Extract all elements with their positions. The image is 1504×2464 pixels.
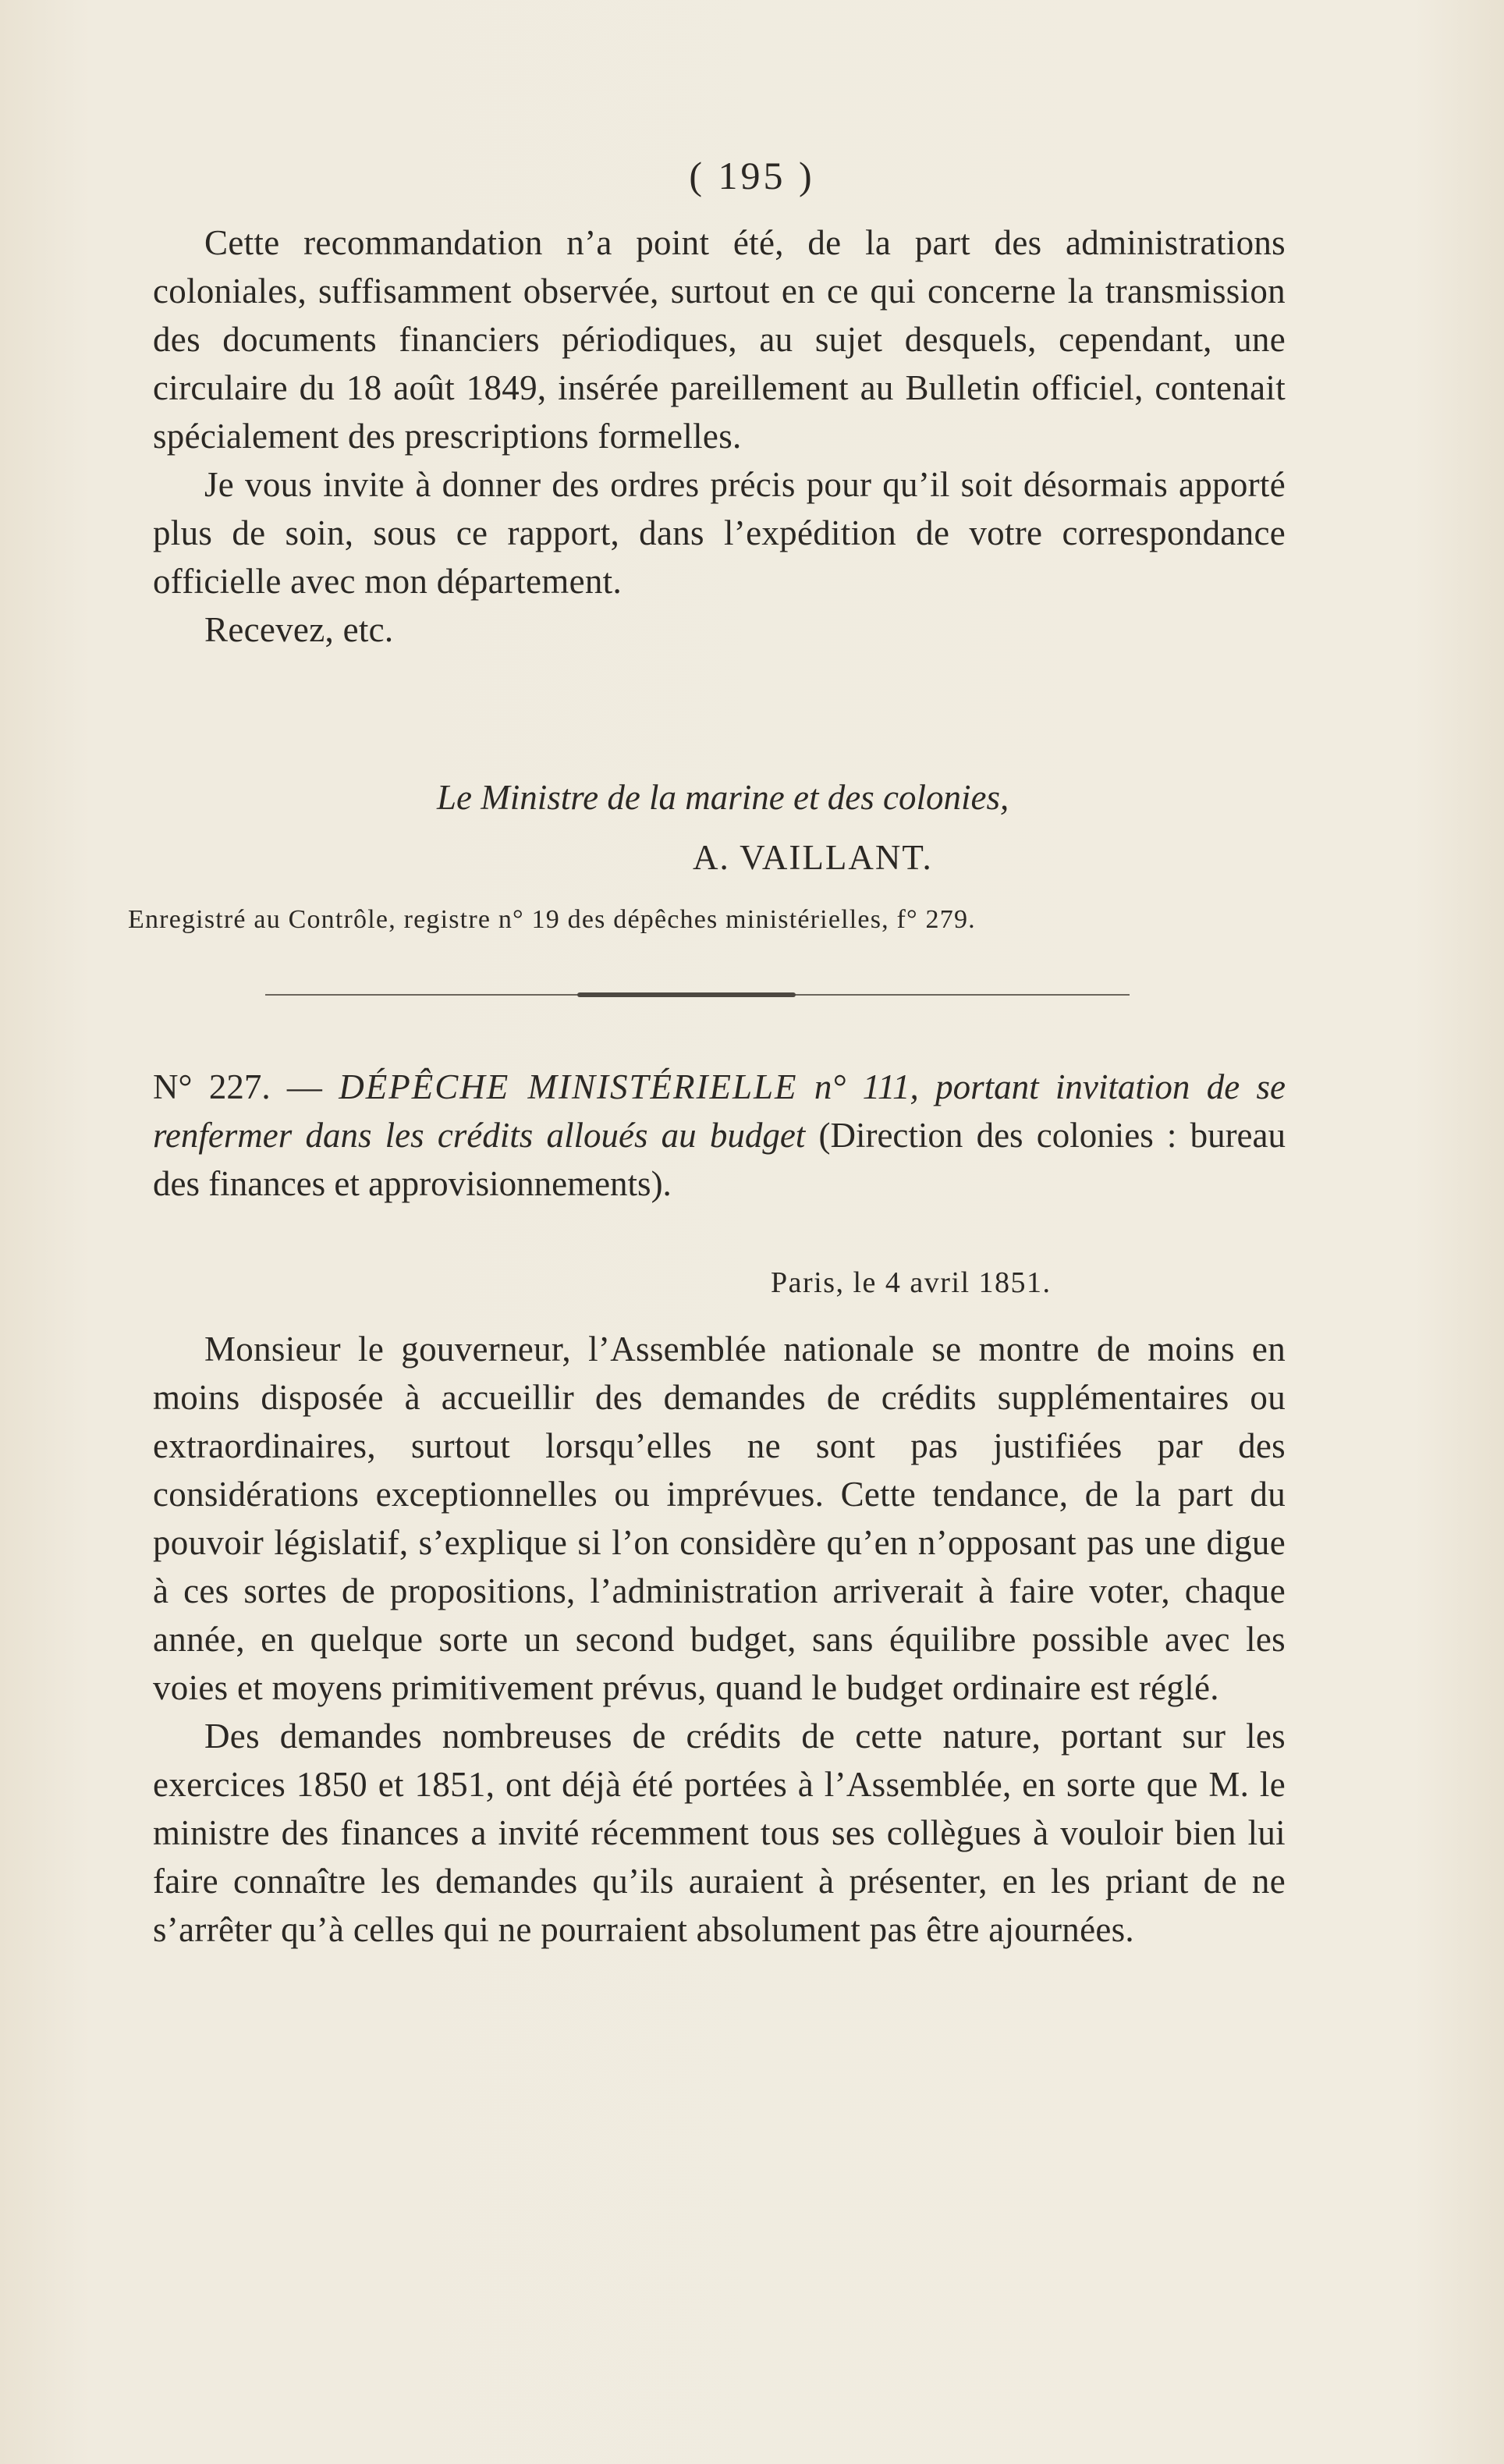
paragraph-assembly: Monsieur le gouverneur, l’Assemblée nationale se montre de moins en moins disposée à accueillir des demandes de crédits supplémentaires ou extraordinaires, surtout lorsqu’elles ne sont pas justifiées par des considérations exceptionnelles ou imprévues. Cette tendance, de la part du pouvoir législatif, s’explique si l’on considère qu’en n’opposant pas une digue à ces sortes de propositions, l’administration arriverait à faire voter, chaque année, en quelque sorte un second budget, sans équilibre possible avec les voies et moyens primitivement prévus, quand le budget ordinaire est réglé. (153, 1330, 1286, 1707)
section-divider-ornament (577, 992, 796, 997)
dispatch-subtitle: n° 111, portant invitation de se renfermer dans les crédits alloués au budget (153, 1067, 1286, 1155)
dateline: Paris, le 4 avril 1851. (771, 1266, 1052, 1299)
signature-name: A. VAILLANT. (693, 838, 933, 877)
paragraph-instruction: Je vous invite à donner des ordres précis pour qu’il soit désormais apporté plus de soin, sous ce rapport, dans l’expédition de votre correspondance officielle avec mon département. (153, 465, 1286, 601)
page-number: ( 195 ) (689, 154, 815, 197)
registry-note: Enregistré au Contrôle, registre n° 19 des dépêches ministérielles, f° 279. (128, 905, 976, 934)
paragraph-closing: Recevez, etc. (204, 610, 394, 649)
heading-block (153, 1063, 1286, 1208)
dispatch-direction: (Direction des colonies : bureau des finances et approvisionnements). (153, 1116, 1286, 1203)
signature-role: Le Ministre de la marine et des colonies, (437, 778, 1009, 817)
paragraph-credit-requests: Des demandes nombreuses de crédits de cette nature, portant sur les exercices 1850 et 1851, ont déjà été portées à l’Assemblée, en sorte que M. le ministre des finances a invité récemment tous ses collègues à vouloir bien lui faire connaître les demandes qu’ils auraient à présenter, en les priant de ne s’arrêter qu’à celles qui ne pourraient absolument pas être ajournées. (153, 1717, 1286, 1949)
paragraph-recommendation: Cette recommandation n’a point été, de la part des administrations coloniales, suffisamment observée, surtout en ce qui concerne la transmission des documents financiers périodiques, au sujet desquels, cependant, une circulaire du 18 août 1849, insérée pareillement au Bulletin officiel, contenait spécialement des prescriptions formelles. (153, 223, 1286, 456)
dispatch-number: N° 227. — (153, 1067, 322, 1106)
dispatch-title: DÉPÊCHE MINISTÉRIELLE (339, 1067, 798, 1106)
top-text-block (153, 218, 1286, 654)
dispatch-heading (153, 1063, 1286, 1208)
bottom-text-block (153, 1325, 1286, 1954)
